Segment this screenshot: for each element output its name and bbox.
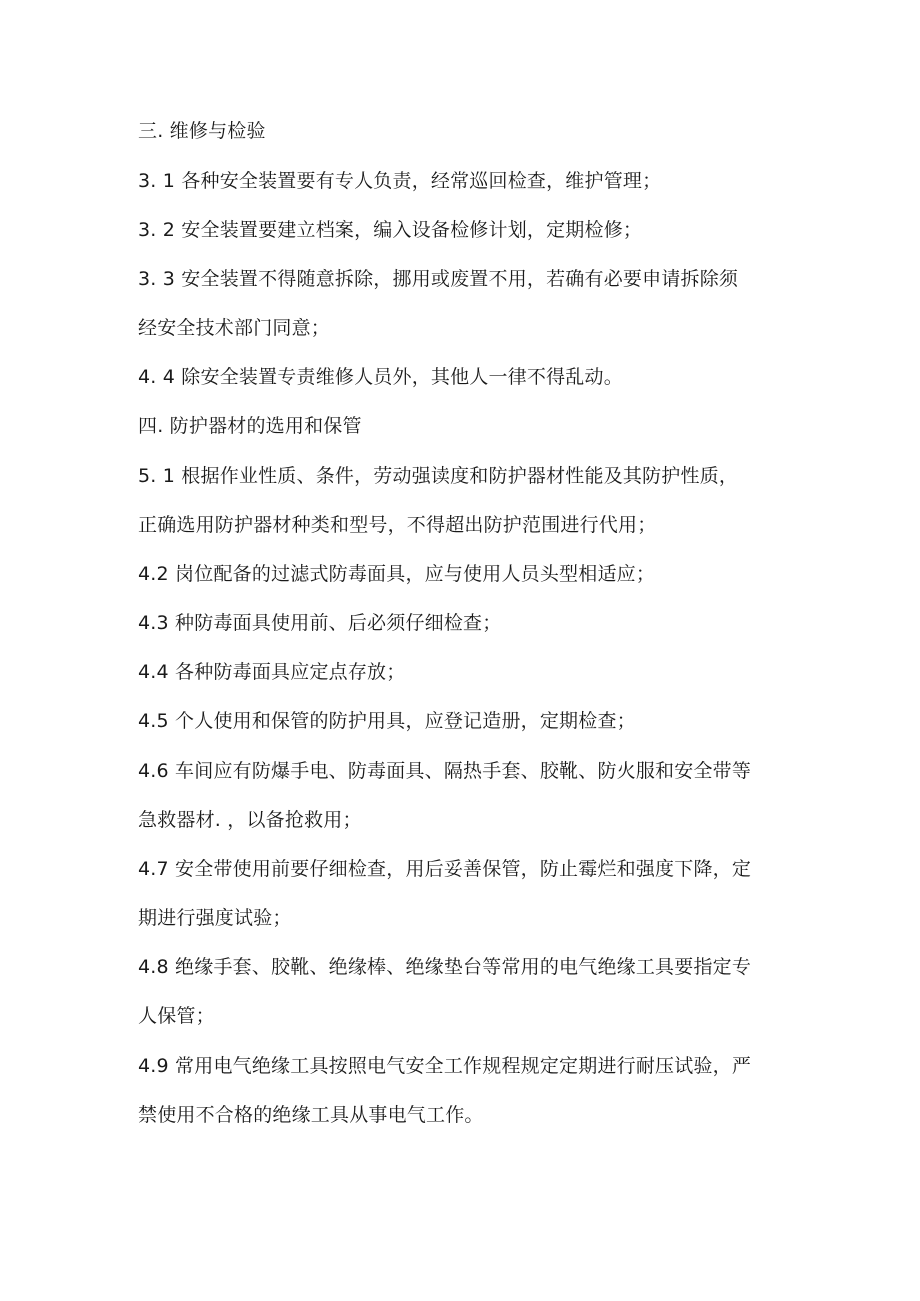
section-heading-protective-equipment: 四. 防护器材的选用和保管 <box>138 415 362 437</box>
text-line: 4.9 常用电气绝缘工具按照电气安全工作规程规定定期进行耐压试验，严 <box>138 1055 752 1077</box>
text-line: 4.2 岗位配备的过滤式防毒面具，应与使用人员头型相适应； <box>138 563 656 585</box>
section-heading-maintenance: 三. 维修与检验 <box>138 120 266 142</box>
text-line: 禁使用不合格的绝缘工具从事电气工作。 <box>138 1104 484 1126</box>
text-line: 4.3 种防毒面具使用前、后必须仔细检查； <box>138 612 502 634</box>
text-line: 期进行强度试验； <box>138 907 292 929</box>
text-line: 正确选用防护器材种类和型号，不得超出防护范围进行代用； <box>138 514 657 536</box>
text-line: 急救器材. ，以备抢救用； <box>138 809 362 831</box>
text-line: 4.4 各种防毒面具应定点存放； <box>138 661 406 683</box>
text-line: 4.7 安全带使用前要仔细检查，用后妥善保管，防止霉烂和强度下降，定 <box>138 858 752 880</box>
text-line: 3. 2 安全装置要建立档案，编入设备检修计划，定期检修； <box>138 219 643 241</box>
text-line: 4.5 个人使用和保管的防护用具，应登记造册，定期检查； <box>138 710 636 732</box>
text-line: 5. 1 根据作业性质、条件，劳动强读度和防护器材性能及其防护性质， <box>138 465 739 487</box>
text-line: 4.8 绝缘手套、胶靴、绝缘棒、绝缘垫台等常用的电气绝缘工具要指定专 <box>138 956 752 978</box>
text-line: 人保管； <box>138 1005 215 1027</box>
text-line: 3. 3 安全装置不得随意拆除，挪用或废置不用，若确有必要申请拆除须 <box>138 268 739 290</box>
text-line: 4.6 车间应有防爆手电、防毒面具、隔热手套、胶靴、防火服和安全带等 <box>138 760 752 782</box>
text-line: 3. 1 各种安全装置要有专人负责，经常巡回检查，维护管理； <box>138 170 662 192</box>
text-line: 4. 4 除安全装置专责维修人员外，其他人一律不得乱动。 <box>138 366 623 388</box>
text-line: 经安全技术部门同意； <box>138 317 331 339</box>
